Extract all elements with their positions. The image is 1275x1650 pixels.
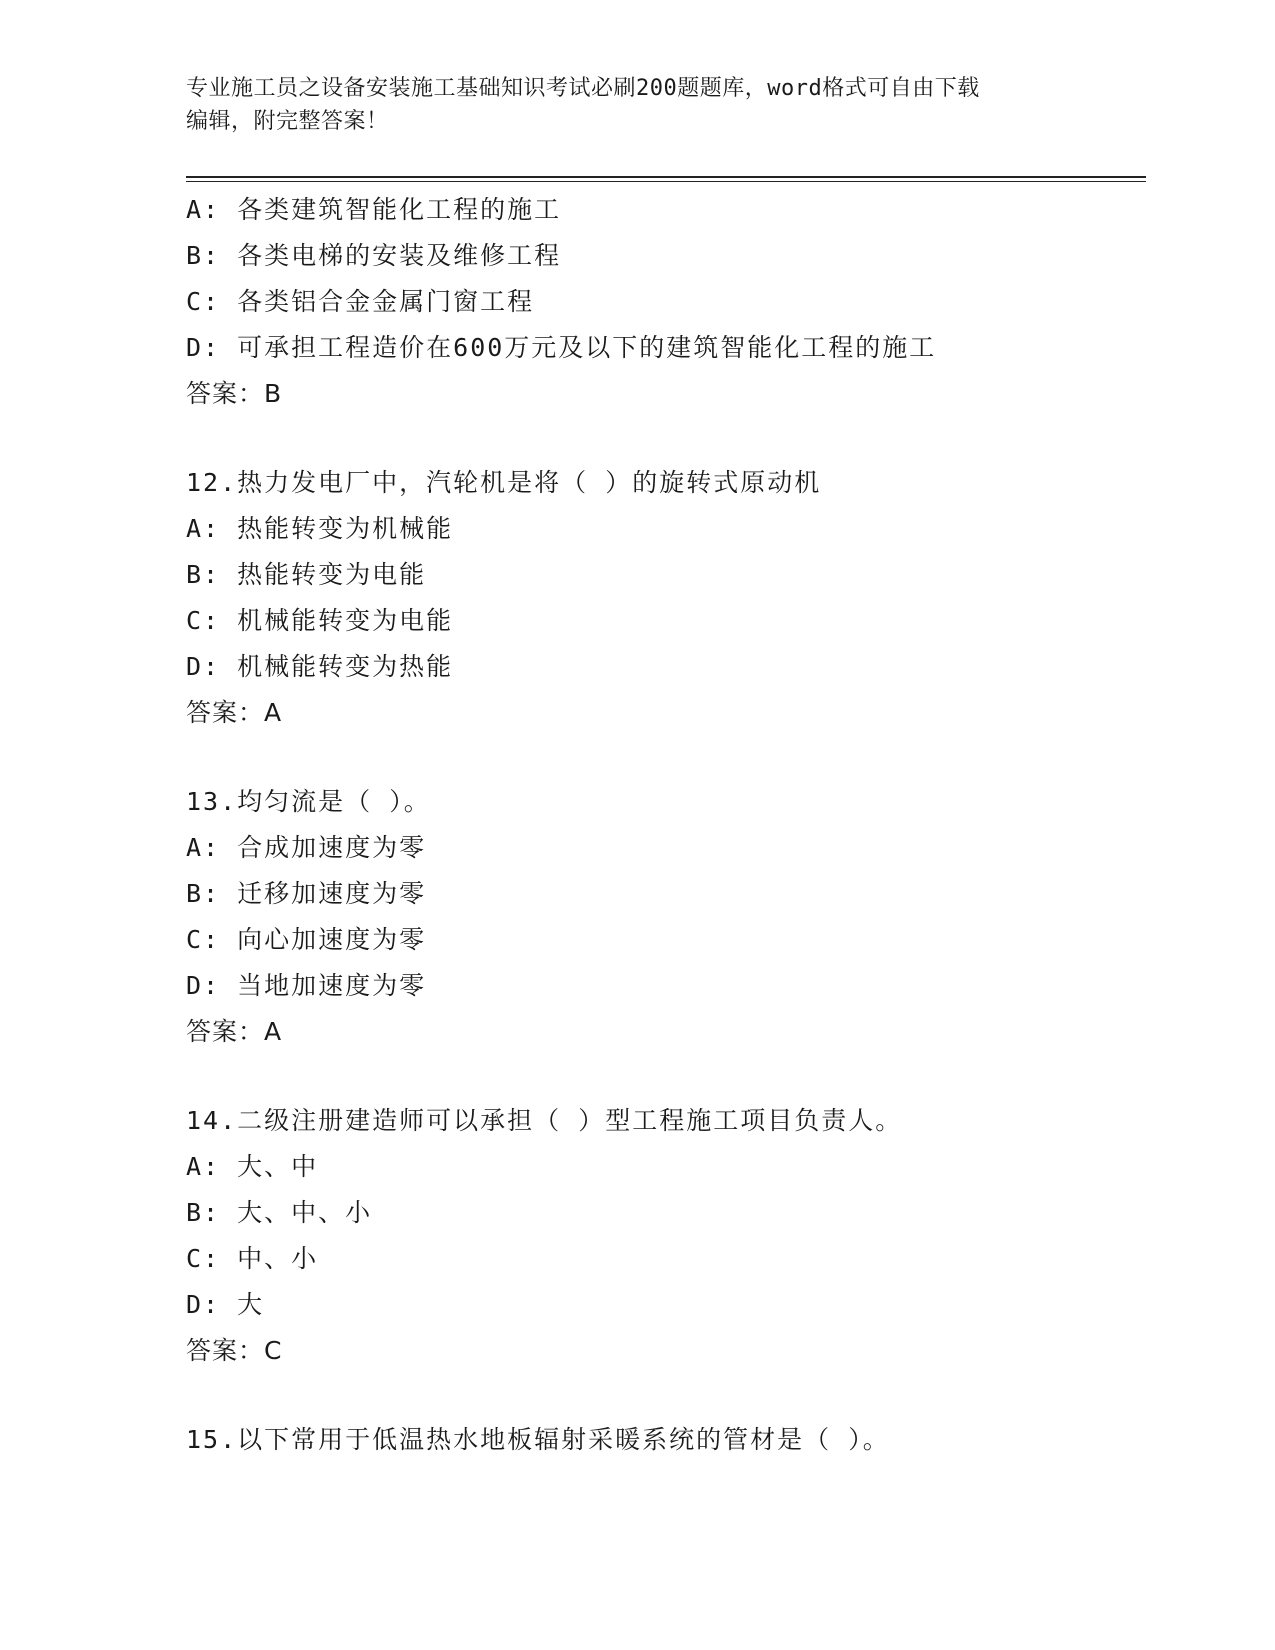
spacer	[186, 417, 1146, 460]
question-list	[186, 187, 1146, 1463]
question-12	[186, 460, 1146, 736]
answer: 答案：B	[186, 379, 283, 408]
option-c: C: 各类铝合金金属门窗工程	[186, 287, 535, 316]
question-text: 13.均匀流是（ ）。	[186, 787, 431, 816]
header-line-1: 专业施工员之设备安装施工基础知识考试必刷200题题库，word格式可自由下载	[186, 76, 980, 101]
option-d: D: 当地加速度为零	[186, 971, 427, 1000]
answer: 答案：C	[186, 1336, 283, 1365]
option-d: D: 机械能转变为热能	[186, 652, 454, 681]
option-a: A: 各类建筑智能化工程的施工	[186, 195, 562, 224]
option-a: A: 热能转变为机械能	[186, 514, 454, 543]
option-c: C: 机械能转变为电能	[186, 606, 454, 635]
question-text: 15.以下常用于低温热水地板辐射采暖系统的管材是（ ）。	[186, 1425, 890, 1454]
option-b: B: 迁移加速度为零	[186, 879, 427, 908]
spacer	[186, 1055, 1146, 1098]
document-header	[186, 72, 1086, 138]
answer: 答案：A	[186, 698, 283, 727]
header-line-2: 编辑，附完整答案！	[186, 109, 389, 134]
option-b: B: 大、中、小	[186, 1198, 373, 1227]
question-14	[186, 1098, 1146, 1374]
answer: 答案：A	[186, 1017, 283, 1046]
header-divider-thick	[186, 176, 1146, 178]
option-d: D: 大	[186, 1290, 265, 1319]
question-15	[186, 1417, 1146, 1463]
option-b: B: 各类电梯的安装及维修工程	[186, 241, 562, 270]
option-c: C: 向心加速度为零	[186, 925, 427, 954]
header-divider-thin	[186, 181, 1146, 182]
option-c: C: 中、小	[186, 1244, 319, 1273]
spacer	[186, 736, 1146, 779]
option-d: D: 可承担工程造价在600万元及以下的建筑智能化工程的施工	[186, 333, 937, 362]
option-a: A: 合成加速度为零	[186, 833, 427, 862]
question-11	[186, 187, 1146, 417]
question-13	[186, 779, 1146, 1055]
spacer	[186, 1374, 1146, 1417]
question-text: 12.热力发电厂中，汽轮机是将（ ）的旋转式原动机	[186, 468, 822, 497]
option-b: B: 热能转变为电能	[186, 560, 427, 589]
option-a: A: 大、中	[186, 1152, 319, 1181]
question-text: 14.二级注册建造师可以承担（ ）型工程施工项目负责人。	[186, 1106, 903, 1135]
